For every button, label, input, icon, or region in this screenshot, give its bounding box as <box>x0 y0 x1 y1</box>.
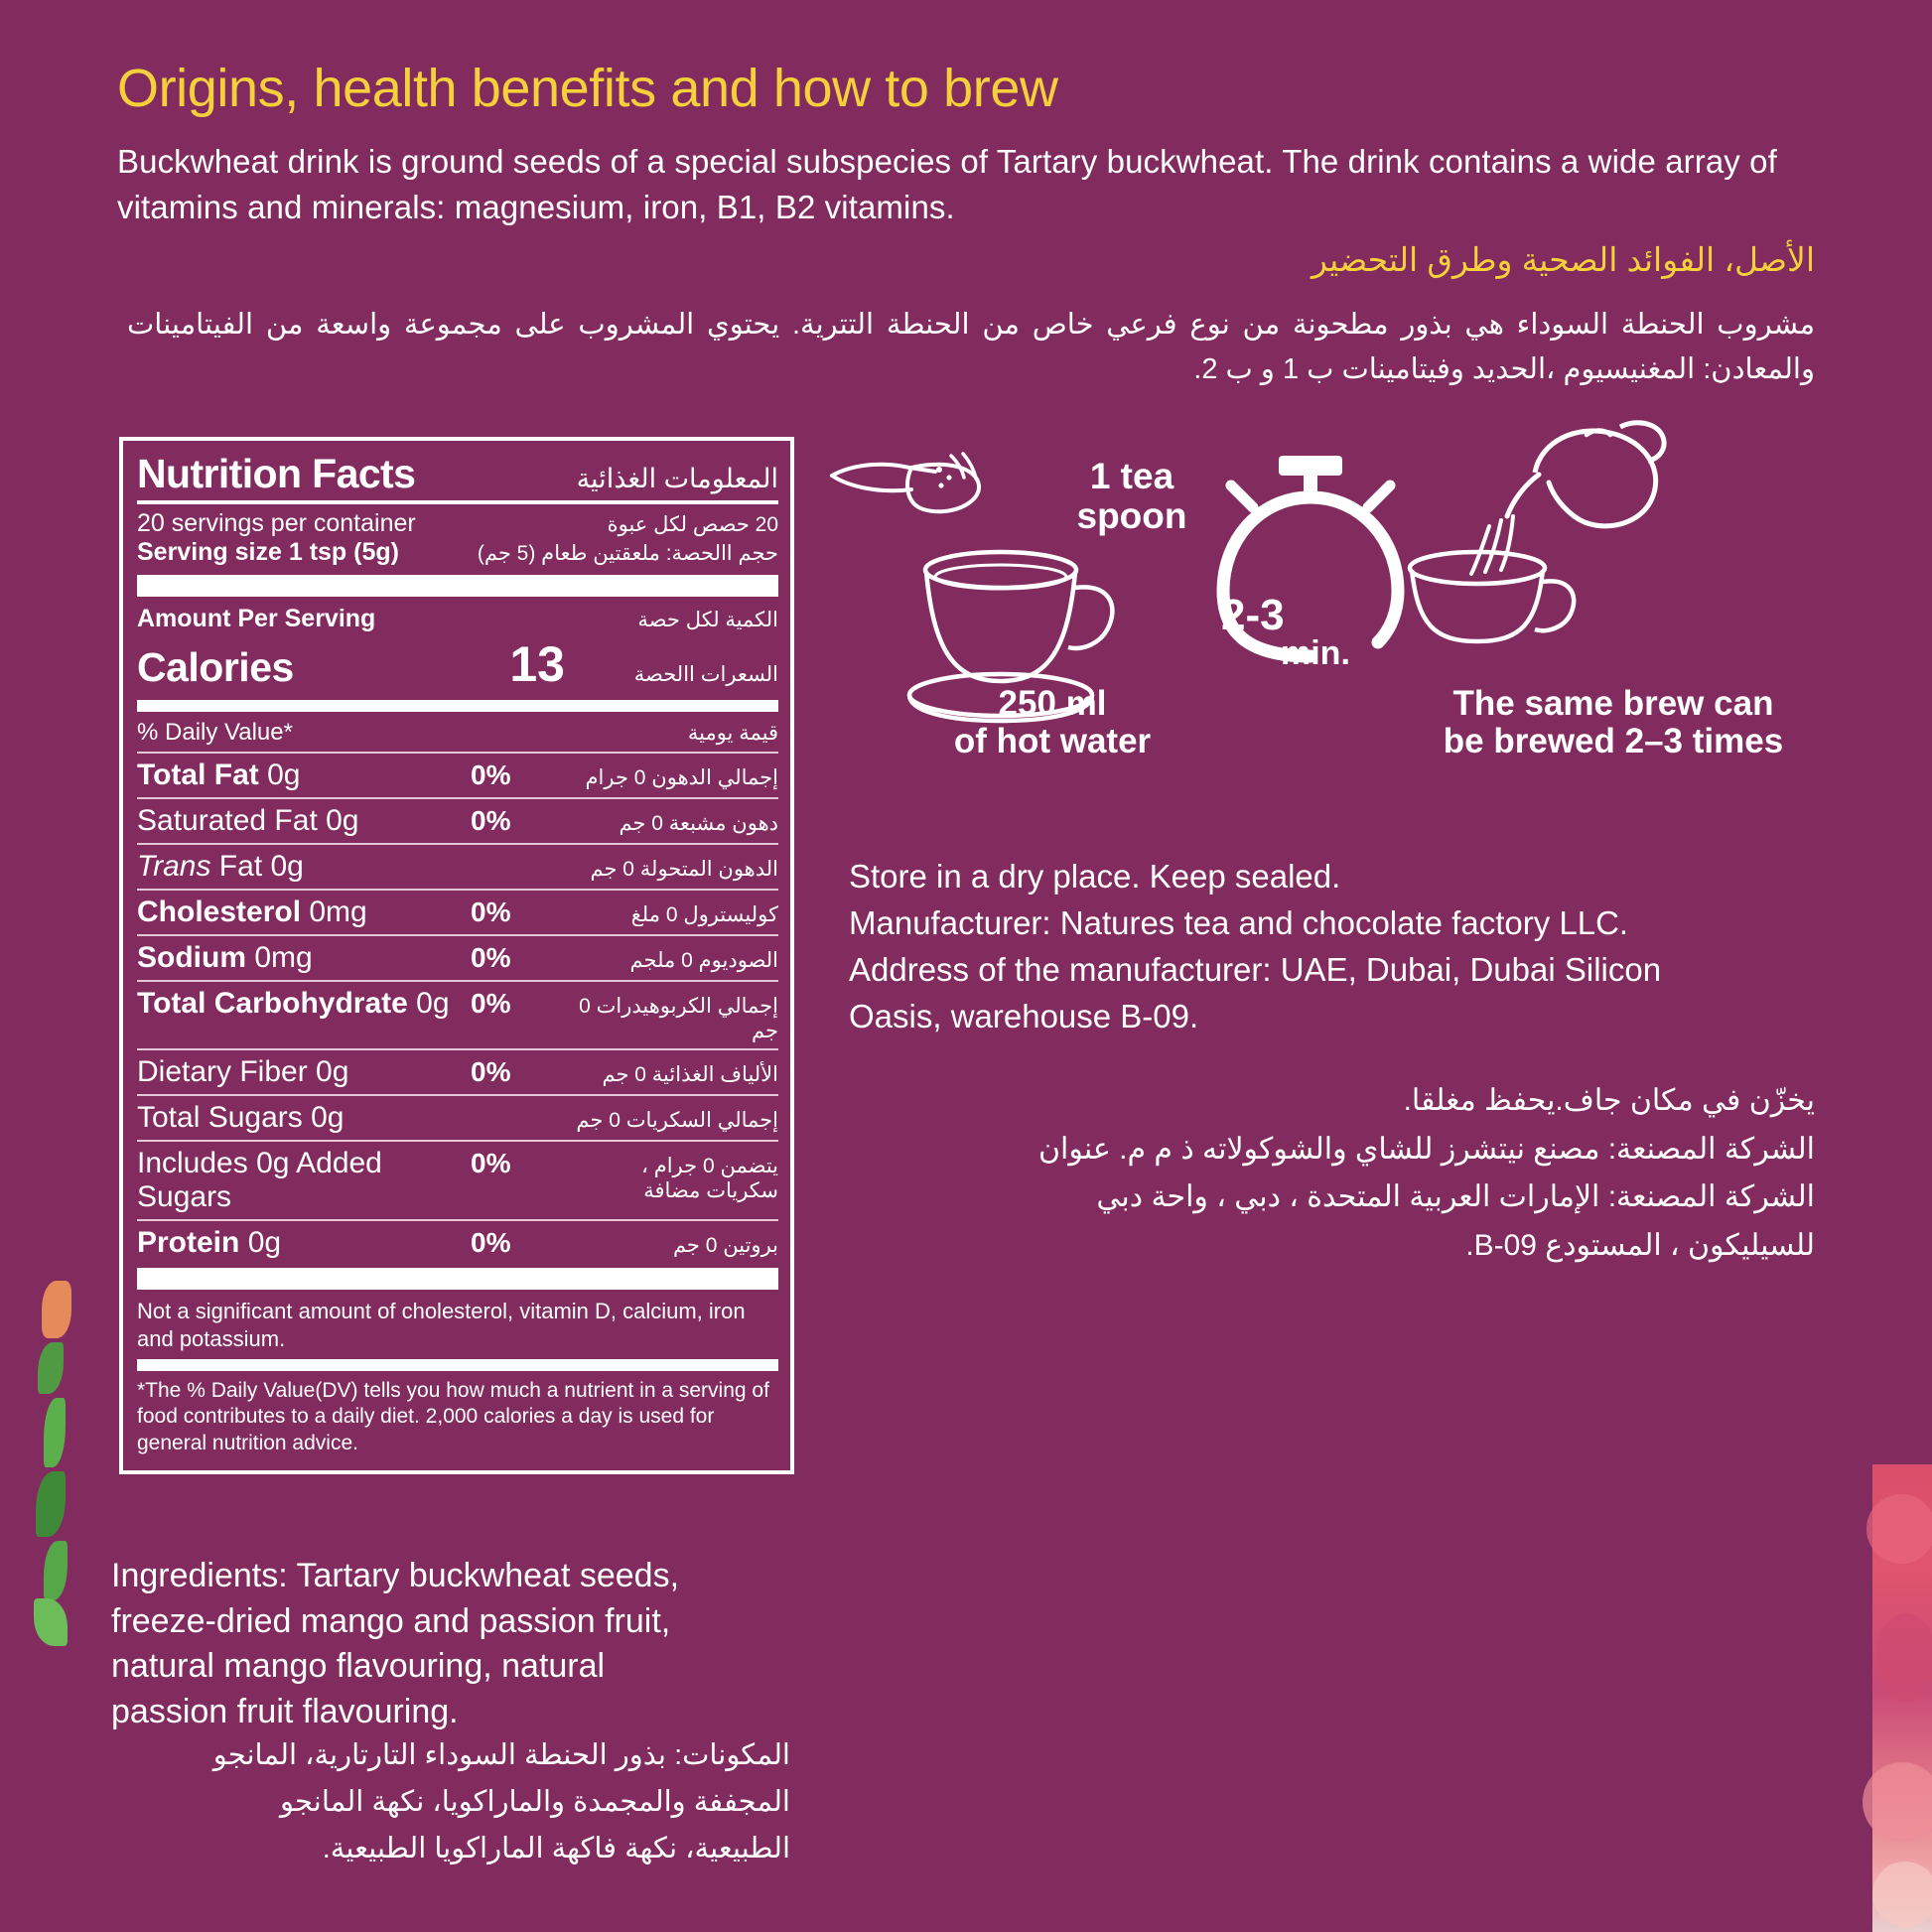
nutrient-name-arabic: كوليسترول 0 ملغ <box>630 903 778 927</box>
serving-size-row <box>137 538 778 567</box>
hot-water-label: 250 ml of hot water <box>953 684 1152 760</box>
nutrient-name-arabic: الصوديوم 0 ملجم <box>629 949 778 973</box>
intro-paragraph-arabic: مشروب الحنطة السوداء هي بذور مطحونة من نوع فرعي خاص من الحنطة التترية. يحتوي المشروب على مجموعة واسعة من الفيتامينات والمعادن: المغنيسيوم ،الحديد وفيتامينات ب 1 و ب 2. <box>127 309 1815 385</box>
storage-line-4: Oasis, warehouse B-09. <box>849 997 1199 1035</box>
divider <box>137 1140 778 1142</box>
nutrient-daily-value-percent: 0% <box>471 1056 511 1088</box>
storage-ar-line-4: للسيليكون ، المستودع B-09. <box>1465 1228 1815 1262</box>
divider <box>137 889 778 891</box>
nutrient-row <box>137 850 778 884</box>
nutrient-name-arabic: إجمالي السكريات 0 جم <box>576 1109 778 1133</box>
nutrient-name-arabic: إجمالي الكربوهيدرات 0 جم <box>579 995 778 1043</box>
storage-ar-line-3: الشركة المصنعة: الإمارات العربية المتحدة ، دبي ، واحة دبي <box>1096 1180 1815 1214</box>
servings-english: 20 servings per container <box>137 509 416 538</box>
ingredients-ar-line-2: المجففة والمجمدة والماراكويا، نكهة المانجو <box>280 1785 790 1818</box>
intro-paragraph-english: Buckwheat drink is ground seeds of a special subspecies of Tartary buckwheat. The drink contains a wide array of vitamins and minerals: magnesium, iron, B1, B2 vitamins. <box>117 143 1777 225</box>
nutrient-daily-value-percent: 0% <box>471 1148 511 1179</box>
leaf-decoration <box>30 1281 64 1648</box>
nutrition-title-row <box>137 449 778 495</box>
calories-row <box>137 635 778 693</box>
nutrient-row <box>137 1226 778 1260</box>
section-title-arabic: الأصل، الفوائد الصحية وطرق التحضير <box>1311 241 1815 278</box>
servings-arabic: 20 حصص لكل عبوة <box>607 513 778 537</box>
nutrient-row <box>137 941 778 975</box>
nutrient-name-english: Dietary Fiber 0g <box>137 1055 349 1089</box>
divider-thick <box>137 1268 778 1290</box>
nutrient-name-english: Trans Fat 0g <box>137 850 304 884</box>
divider <box>137 934 778 936</box>
ingredients-english <box>111 1554 796 1734</box>
nutrient-name-english: Includes 0g Added Sugars <box>137 1147 382 1214</box>
nutrient-name-english: Total Sugars 0g <box>137 1101 345 1135</box>
amount-per-serving-arabic: الكمية لكل حصة <box>637 609 778 632</box>
divider-medium <box>137 700 778 712</box>
serving-size-english: Serving size 1 tsp (5g) <box>137 538 399 567</box>
daily-value-header-row <box>137 719 778 747</box>
ingredients-en-line-3: natural mango flavouring, natural <box>111 1647 606 1686</box>
nutrient-daily-value-percent: 0% <box>471 897 511 928</box>
divider <box>137 752 778 754</box>
daily-value-english: % Daily Value* <box>137 719 293 747</box>
teaspoon-icon <box>824 442 1033 531</box>
nutrition-footnote: *The % Daily Value(DV) tells you how much a nutrient in a serving of food contributes to a daily diet. 2,000 calories a day is used for general nutrition advice. <box>137 1379 769 1454</box>
storage-manufacturer-arabic <box>832 1077 1815 1270</box>
nutrient-daily-value-percent: 0% <box>471 759 511 791</box>
nutrient-name-english: Cholesterol 0mg <box>137 896 367 929</box>
nutrient-row <box>137 1147 778 1214</box>
servings-row <box>137 509 778 538</box>
section-title-english: Origins, health benefits and how to brew <box>117 59 1058 118</box>
nutrient-name-arabic: الألياف الغذائية 0 جم <box>602 1063 778 1087</box>
rebrew-label: The same brew can be brewed 2–3 times <box>1443 684 1784 760</box>
nutrient-row <box>137 804 778 838</box>
calories-label-english: Calories <box>137 644 294 691</box>
divider-thick <box>137 575 778 597</box>
storage-ar-line-1: يخزّن في مكان جاف.يحفظ مغلقا. <box>1403 1084 1815 1117</box>
nutrient-daily-value-percent: 0% <box>471 1227 511 1259</box>
nutrient-name-arabic: إجمالي الدهون 0 جرام <box>585 766 778 790</box>
nutrient-row <box>137 896 778 929</box>
nutrient-name-arabic: بروتين 0 جم <box>672 1234 778 1258</box>
divider <box>137 1048 778 1050</box>
ingredients-ar-line-3: الطبيعية، نكهة فاكهة الماراكويا الطبيعية. <box>322 1832 790 1864</box>
nutrient-name-arabic: يتضمن 0 جرام ، سكريات مضافة <box>641 1155 778 1203</box>
storage-ar-line-2: الشركة المصنعة: مصنع نيتشرز للشاي والشوكولاته ذ م م. عنوان <box>1038 1132 1815 1166</box>
nutrient-row <box>137 987 778 1043</box>
ingredients-ar-line-1: المكونات: بذور الحنطة السوداء التارتارية، المانجو <box>212 1739 790 1771</box>
calories-label-arabic: السعرات االحصة <box>633 663 778 687</box>
teaspoon-label: 1 tea spoon <box>1076 456 1187 536</box>
nutrient-daily-value-percent: 0% <box>471 805 511 837</box>
divider <box>137 980 778 982</box>
ingredients-en-line-2: freeze-dried mango and passion fruit, <box>111 1601 671 1640</box>
nutrition-title-english: Nutrition Facts <box>137 451 416 496</box>
nutrition-facts-panel <box>119 437 794 1474</box>
daily-value-arabic: قيمة يومية <box>687 722 778 746</box>
nutrient-name-english: Sodium 0mg <box>137 941 313 975</box>
nutrient-row <box>137 1101 778 1135</box>
amount-per-serving-row <box>137 605 778 633</box>
divider <box>137 843 778 845</box>
storage-line-1: Store in a dry place. Keep sealed. <box>849 858 1341 895</box>
divider <box>137 500 778 504</box>
nutrient-row <box>137 759 778 792</box>
storage-line-3: Address of the manufacturer: UAE, Dubai, Dubai Silicon <box>849 950 1662 988</box>
teapot-pouring-icon <box>1390 417 1688 645</box>
nutrition-title-arabic: المعلومات الغذائية <box>576 464 778 493</box>
serving-size-arabic: حجم االحصة: ملعقتين طعام (5 جم) <box>477 542 778 566</box>
storage-manufacturer-english <box>849 854 1852 1039</box>
amount-per-serving-english: Amount Per Serving <box>137 605 376 633</box>
nutrient-name-english: Total Carbohydrate 0g <box>137 987 450 1021</box>
nutrient-daily-value-percent: 0% <box>471 942 511 974</box>
divider-medium <box>137 1359 778 1371</box>
nutrient-name-arabic: دهون مشبعة 0 جم <box>619 812 778 836</box>
divider <box>137 1094 778 1096</box>
nutrient-daily-value-percent: 0% <box>471 988 511 1020</box>
nutrient-name-english: Protein 0g <box>137 1226 282 1260</box>
brew-time-label: 2-3 min. <box>1221 591 1350 672</box>
nutrition-note: Not a significant amount of cholesterol, vitamin D, calcium, iron and potassium. <box>137 1299 746 1351</box>
nutrient-name-english: Total Fat 0g <box>137 759 301 792</box>
nutrient-row <box>137 1055 778 1089</box>
storage-line-2: Manufacturer: Natures tea and chocolate factory LLC. <box>849 903 1629 941</box>
divider <box>137 1219 778 1221</box>
nutrient-rows-container <box>137 759 778 1260</box>
ingredients-en-line-4: passion fruit flavouring. <box>111 1692 459 1730</box>
ingredients-arabic <box>105 1732 790 1872</box>
fruit-photo-strip <box>1872 1464 1932 1932</box>
divider <box>137 797 778 799</box>
nutrient-name-english: Saturated Fat 0g <box>137 804 359 838</box>
ingredients-en-line-1: Ingredients: Tartary buckwheat seeds, <box>111 1557 680 1594</box>
nutrient-name-arabic: الدهون المتحولة 0 جم <box>590 858 778 882</box>
calories-value: 13 <box>509 636 565 693</box>
